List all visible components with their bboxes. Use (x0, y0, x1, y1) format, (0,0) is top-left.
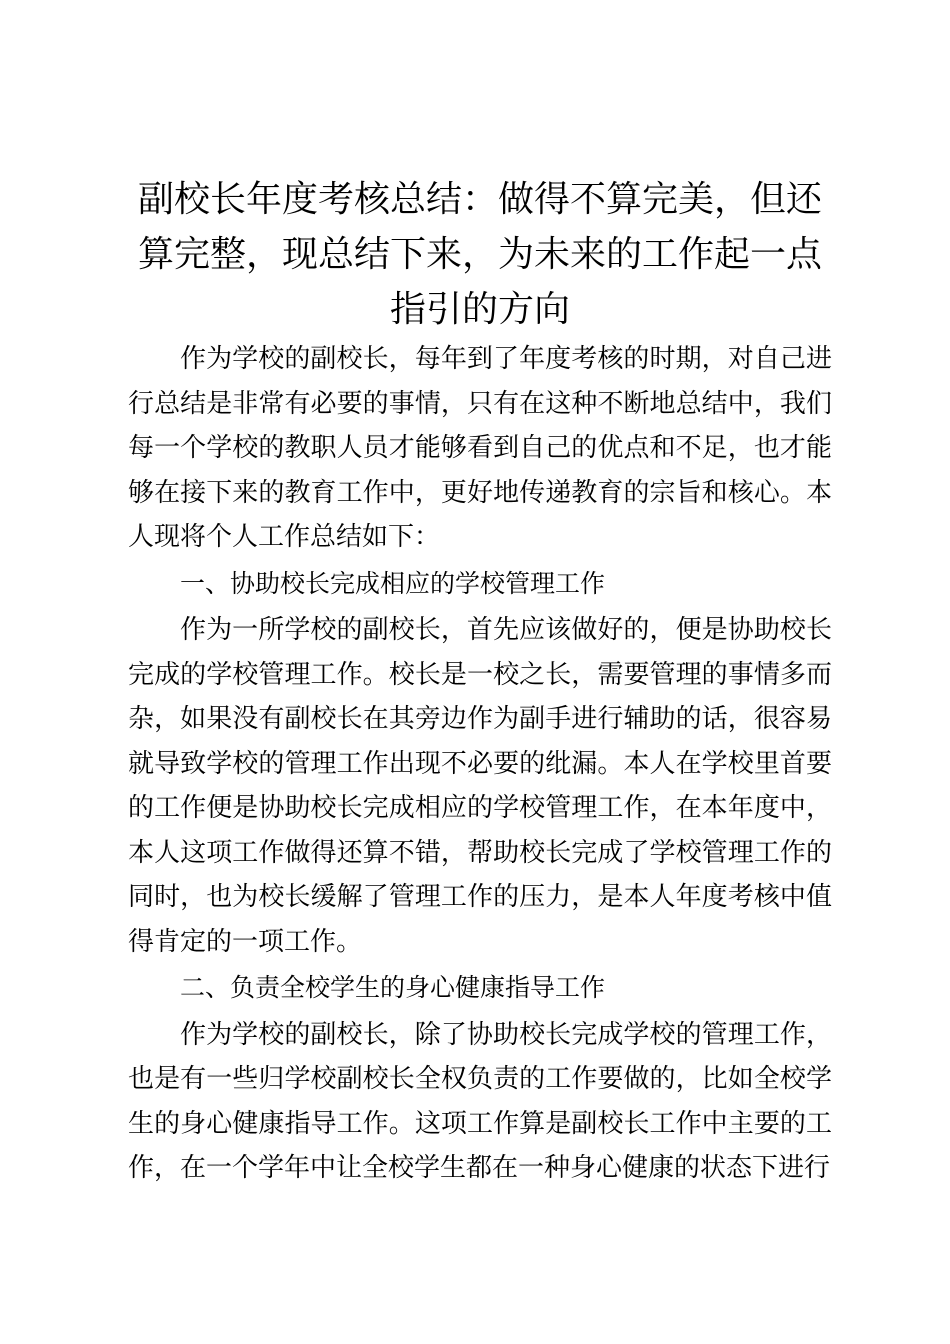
section-body-1: 作为一所学校的副校长，首先应该做好的，便是协助校长完成的学校管理工作。校长是一校之长，需要管理的事情多而杂，如果没有副校长在其旁边作为副手进行辅助的话，很容易就导致学校的管理工作出现不必要的纰漏。本人在学校里首要的工作便是协助校长完成相应的学校管理工作，在本年度中，本人这项工作做得还算不错，帮助校长完成了学校管理工作的同时，也为校长缓解了管理工作的压力，是本人年度考核中值得肯定的一项工作。 (128, 615, 832, 957)
section-heading-2: 二、负责全校学生的身心健康指导工作 (180, 973, 606, 1002)
document-title: 副校长年度考核总结：做得不算完美，但还算完整，现总结下来，为未来的工作起一点指引的方向 (137, 179, 822, 330)
section-heading-1: 一、协助校长完成相应的学校管理工作 (180, 568, 606, 598)
document-page (128, 172, 832, 1191)
section-body-2: 作为学校的副校长，除了协助校长完成学校的管理工作，也是有一些归学校副校长全权负责的工作要做的，比如全校学生的身心健康指导工作。这项工作算是副校长工作中主要的工作，在一个学年中让全校学生都在一种身心健康的状态下进行 (128, 1019, 832, 1183)
intro-paragraph: 作为学校的副校长，每年到了年度考核的时期，对自己进行总结是非常有必要的事情，只有在这种不断地总结中，我们每一个学校的教职人员才能够看到自己的优点和不足，也才能够在接下来的教育工作中，更好地传递教育的宗旨和核心。本人现将个人工作总结如下： (128, 344, 832, 552)
